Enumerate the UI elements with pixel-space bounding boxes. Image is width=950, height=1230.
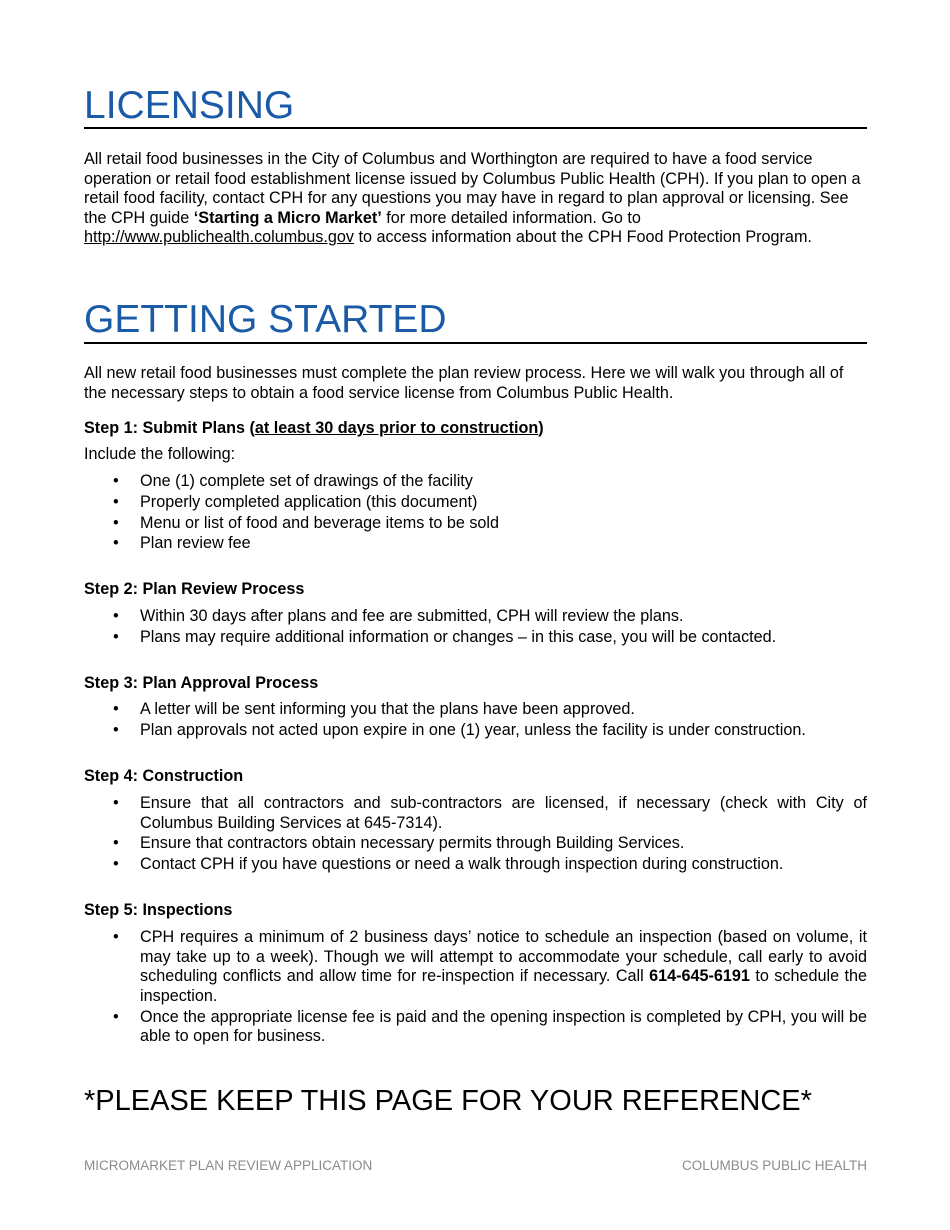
page-footer: [84, 1158, 867, 1173]
list-item: • Within 30 days after plans and fee are submitted, CPH will review the plans.: [84, 607, 867, 627]
footer-left: MICROMARKET PLAN REVIEW APPLICATION: [84, 1158, 373, 1173]
list-item: • Plan approvals not acted upon expire in one (1) year, unless the facility is under construction.: [84, 721, 867, 741]
list-item: • Once the appropriate license fee is paid and the opening inspection is completed by CPH, you will be able to open for business.: [84, 1008, 867, 1047]
licensing-rule: [84, 127, 867, 129]
step4-heading: Step 4: Construction: [84, 767, 244, 785]
guide-title: ‘Starting a Micro Market’: [193, 208, 382, 227]
getting-started-rule: [84, 342, 867, 344]
step1-list: [84, 472, 867, 555]
footer-right: COLUMBUS PUBLIC HEALTH: [681, 1158, 867, 1173]
step3-heading: Step 3: Plan Approval Process: [84, 674, 319, 692]
list-item: • One (1) complete set of drawings of the facility: [84, 472, 867, 492]
step4-list: [84, 794, 867, 876]
step1-lead: Include the following:: [84, 445, 236, 463]
list-item: • Contact CPH if you have questions or need a walk through inspection during construction.: [84, 855, 867, 875]
step1-heading: Step 1: Submit Plans (at least 30 days prior to construction): [84, 419, 544, 437]
list-item: • CPH requires a minimum of 2 business days’ notice to schedule an inspection (based on volume, it may take up to a week). Though we will attempt to accommodate your schedule, call early to avoid scheduling conflicts and allow time for re-inspection if necessary. Call 614-645-6191 to schedule the inspection.: [84, 928, 867, 1006]
step3-list: [84, 700, 867, 742]
list-item: • Plans may require additional information or changes – in this case, you will be contacted.: [84, 628, 867, 648]
list-item: • Properly completed application (this document): [84, 493, 867, 513]
step2-heading: Step 2: Plan Review Process: [84, 580, 305, 598]
phone-number: 614-645-6191: [649, 967, 750, 986]
step5-heading: Step 5: Inspections: [84, 901, 233, 919]
list-item: • A letter will be sent informing you that the plans have been approved.: [84, 700, 867, 720]
keep-page-note: *PLEASE KEEP THIS PAGE FOR YOUR REFERENCE*: [84, 1085, 812, 1117]
licensing-heading: LICENSING: [84, 84, 295, 127]
cph-website-link[interactable]: http://www.publichealth.columbus.gov: [84, 228, 354, 247]
licensing-paragraph: All retail food businesses in the City of Columbus and Worthington are required to have a food service operation or retail food establishment license issued by Columbus Public Health (CPH). If you plan to open a retail food facility, contact CPH for any questions you may have in regard to plan approval or licensing. See the CPH guide ‘Starting a Micro Market’ for more detailed information. Go to http://www.publichealth.columbus.gov to access information about the CPH Food Protection Program.: [84, 150, 861, 247]
list-item: • Ensure that contractors obtain necessary permits through Building Services.: [84, 834, 867, 854]
getting-started-heading: GETTING STARTED: [84, 298, 447, 341]
list-item: • Menu or list of food and beverage items to be sold: [84, 514, 867, 534]
step2-list: [84, 607, 867, 649]
getting-started-intro: All new retail food businesses must complete the plan review process. Here we will walk you through all of the necessary steps to obtain a food service license from Columbus Public Health.: [84, 364, 844, 402]
step5-list: [84, 928, 867, 1048]
list-item: • Plan review fee: [84, 534, 867, 554]
list-item: • Ensure that all contractors and sub-contractors are licensed, if necessary (check with City of Columbus Building Services at 645-7314).: [84, 794, 867, 833]
